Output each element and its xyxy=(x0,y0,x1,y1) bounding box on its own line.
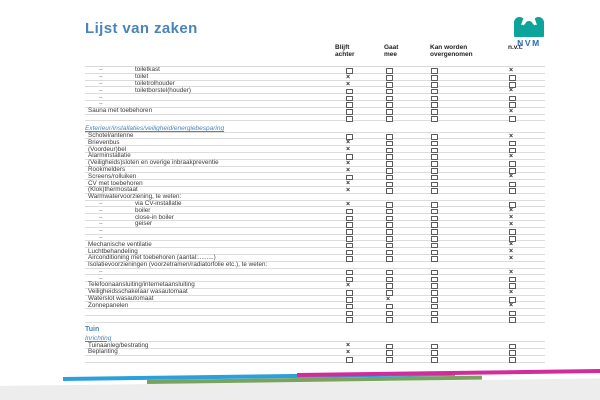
table-row xyxy=(85,94,545,101)
table-row xyxy=(85,87,545,94)
checkbox-kan-worden-overgenomen[interactable] xyxy=(431,357,438,363)
table-row xyxy=(85,349,545,356)
checkbox-nvt-checked[interactable]: × xyxy=(509,254,514,262)
table-row xyxy=(85,228,545,235)
checkbox-blijft-achter-checked[interactable]: × xyxy=(346,139,351,147)
checkbox-blijft-achter-checked[interactable]: × xyxy=(346,180,351,188)
row-label: geiser xyxy=(135,220,153,228)
table-row xyxy=(85,108,545,115)
row-dash: – xyxy=(99,206,103,214)
section-header: Inrichting xyxy=(85,335,545,343)
checkbox-nvt[interactable] xyxy=(509,116,516,122)
row-dash: – xyxy=(99,220,103,228)
row-label: Zonnepanelen xyxy=(88,301,129,309)
checkbox-nvt-checked[interactable]: × xyxy=(509,207,514,215)
table-row xyxy=(85,101,545,108)
row-label: Airconditioning met toebehoren (aantal:.........) xyxy=(88,254,216,262)
checkbox-nvt-checked[interactable]: × xyxy=(509,248,514,256)
row-label: toiletrolhouder xyxy=(135,79,175,87)
row-dash: – xyxy=(99,274,103,282)
table-row xyxy=(85,180,545,187)
row-label: Telefoonaansluiting/internetaansluiting xyxy=(88,281,195,289)
row-label: Mechanische ventilatie xyxy=(88,240,152,248)
checkbox-nvt-checked[interactable]: × xyxy=(509,87,514,95)
row-dash: – xyxy=(99,73,103,81)
table-row xyxy=(85,146,545,153)
section-header: Tuin xyxy=(85,326,100,334)
checkbox-blijft-achter-checked[interactable]: × xyxy=(346,146,351,154)
row-label: boiler xyxy=(135,206,151,214)
checkbox-nvt-checked[interactable]: × xyxy=(509,241,514,249)
checkbox-nvt[interactable] xyxy=(509,317,516,323)
table-row xyxy=(85,316,545,323)
table-row xyxy=(85,139,545,146)
checkbox-nvt-checked[interactable]: × xyxy=(509,107,514,115)
row-dash: – xyxy=(99,86,103,94)
checkbox-nvt-checked[interactable]: × xyxy=(509,152,514,160)
table-row xyxy=(85,67,545,74)
table-row xyxy=(85,235,545,242)
table-row xyxy=(85,309,545,316)
table-row xyxy=(85,262,545,269)
checkbox-blijft-achter-checked[interactable]: × xyxy=(346,342,351,350)
row-label: Schotel/antenne xyxy=(88,131,134,139)
checkbox-kan-worden-overgenomen[interactable] xyxy=(431,116,438,122)
table-row xyxy=(85,160,545,167)
row-label: Veiligheidsschakelaar wasautomaat xyxy=(88,288,188,296)
row-dash: – xyxy=(99,267,103,275)
column-header-gaat-mee: Gaat mee xyxy=(384,44,399,58)
checkbox-blijft-achter-checked[interactable]: × xyxy=(346,186,351,194)
checkbox-gaat-mee[interactable] xyxy=(386,116,393,122)
checkbox-nvt-checked[interactable]: × xyxy=(509,268,514,276)
table-row xyxy=(85,115,545,122)
row-dash: – xyxy=(99,100,103,108)
row-label: (Klok)thermostaat xyxy=(88,186,138,194)
row-label: close-in boiler xyxy=(135,213,174,221)
checkbox-blijft-achter-checked[interactable]: × xyxy=(346,80,351,88)
row-dash: – xyxy=(99,213,103,221)
row-dash: – xyxy=(99,227,103,235)
checkbox-blijft-achter-checked[interactable]: × xyxy=(346,166,351,174)
checkbox-nvt[interactable] xyxy=(509,357,516,363)
row-label: (Voordeur)bel xyxy=(88,145,127,153)
column-header-kan-worden-overgenomen: Kan worden overgenomen xyxy=(430,44,473,58)
row-label: Beplanting xyxy=(88,348,118,356)
checkbox-blijft-achter[interactable] xyxy=(346,317,353,323)
table-row xyxy=(85,289,545,296)
row-dash: – xyxy=(99,66,103,74)
checkbox-blijft-achter-checked[interactable]: × xyxy=(346,282,351,290)
row-label: Isolatievoorzieningen (voorzetramen/radiatorfolie etc.), te weten: xyxy=(88,261,268,269)
table-row xyxy=(85,356,545,363)
row-dash: – xyxy=(99,79,103,87)
table-row xyxy=(85,342,545,349)
table-row xyxy=(85,214,545,221)
items-table xyxy=(85,66,545,363)
table-row xyxy=(85,296,545,303)
table-row xyxy=(85,221,545,228)
checkbox-kan-worden-overgenomen[interactable] xyxy=(431,317,438,323)
checkbox-gaat-mee[interactable] xyxy=(386,357,393,363)
checkbox-blijft-achter-checked[interactable]: × xyxy=(346,200,351,208)
row-label: toilet xyxy=(135,73,149,81)
checkbox-nvt-checked[interactable]: × xyxy=(509,214,514,222)
table-row xyxy=(85,201,545,208)
row-label: (Veiligheids)sloten en overige inbraakpreventie xyxy=(88,159,219,167)
page-title: Lijst van zaken xyxy=(85,20,198,37)
checkbox-nvt-checked[interactable]: × xyxy=(509,288,514,296)
checkbox-gaat-mee-checked[interactable]: × xyxy=(386,295,391,303)
checkbox-nvt-checked[interactable]: × xyxy=(509,67,514,74)
table-row xyxy=(85,133,545,140)
row-label: Brievenbus xyxy=(88,138,120,146)
row-label: Luchtbehandeling xyxy=(88,247,138,255)
row-label: CV met toebehoren xyxy=(88,179,143,187)
column-header-blijft-achter: Blijft achter xyxy=(335,44,355,58)
row-dash: – xyxy=(99,93,103,101)
row-label: Sauna met toebehoren xyxy=(88,107,153,115)
checkbox-nvt-checked[interactable]: × xyxy=(509,220,514,228)
row-label: toiletkast xyxy=(135,66,160,74)
row-label: Rookmelders xyxy=(88,165,126,173)
row-label: Warmwatervoorziening, te weten: xyxy=(88,193,182,201)
table-row xyxy=(85,173,545,180)
row-label: Alarminstallatie xyxy=(88,152,131,160)
row-label: Screens/rolluiken xyxy=(88,172,137,180)
nvm-house-icon xyxy=(514,15,544,37)
column-header-nvt: n.v.t. xyxy=(508,44,523,51)
table-row xyxy=(85,167,545,174)
checkbox-blijft-achter-checked[interactable]: × xyxy=(346,349,351,357)
section-header: Exterieur/installaties/veiligheid/energiebesparing xyxy=(85,125,545,133)
checkbox-gaat-mee[interactable] xyxy=(386,317,393,323)
nvm-logo-text: NVM xyxy=(517,38,541,48)
row-dash: – xyxy=(99,199,103,207)
table-row xyxy=(85,241,545,248)
row-label: toiletborstel(houder) xyxy=(135,86,192,94)
checkbox-blijft-achter-checked[interactable]: × xyxy=(346,159,351,167)
checkbox-blijft-achter[interactable] xyxy=(346,116,353,122)
checkbox-nvt-checked[interactable]: × xyxy=(509,132,514,140)
checkbox-blijft-achter[interactable] xyxy=(346,357,353,363)
row-label: Waterslot wasautomaat xyxy=(88,295,154,303)
checkbox-nvt-checked[interactable]: × xyxy=(509,302,514,310)
checkbox-nvt-checked[interactable]: × xyxy=(509,173,514,181)
row-label: via CV-installatie xyxy=(135,199,182,207)
checkbox-blijft-achter-checked[interactable]: × xyxy=(346,73,351,81)
table-row xyxy=(85,302,545,309)
table-row xyxy=(85,269,545,276)
row-label: Tuinaanleg/bestrating xyxy=(88,341,149,349)
row-dash: – xyxy=(99,233,103,241)
